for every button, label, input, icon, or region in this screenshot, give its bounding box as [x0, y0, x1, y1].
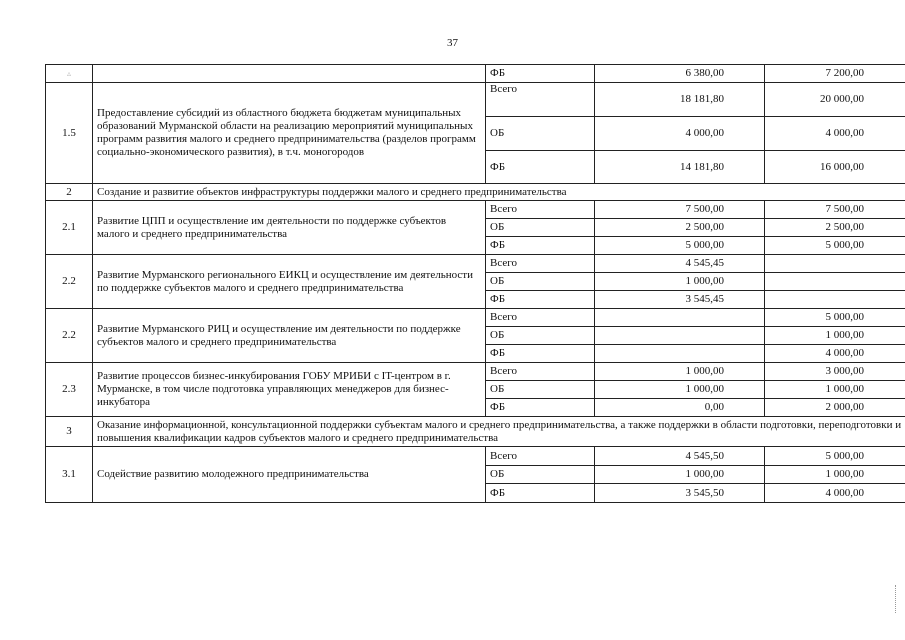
value-col-2 [765, 255, 905, 273]
row-number: 2.2 [46, 255, 93, 309]
scan-edge-mark [895, 585, 898, 613]
funding-source: ФБ [486, 291, 595, 309]
value-col-1: 1 000,00 [595, 363, 765, 381]
funding-source: ОБ [486, 219, 595, 237]
funding-source: ФБ [486, 65, 595, 83]
funding-source: Всего [486, 447, 595, 466]
funding-source: ОБ [486, 466, 595, 484]
funding-source: Всего [486, 83, 595, 117]
value-col-1 [595, 327, 765, 345]
funding-source: ФБ [486, 237, 595, 255]
value-col-1: 6 380,00 [595, 65, 765, 83]
value-col-1: 3 545,50 [595, 484, 765, 503]
value-col-1: 1 000,00 [595, 466, 765, 484]
table-row [46, 65, 905, 83]
row-number [46, 65, 93, 83]
scan-mark-icon: ▵ [66, 69, 71, 78]
value-col-2: 4 000,00 [765, 484, 905, 503]
value-col-1: 1 000,00 [595, 273, 765, 291]
value-col-1: 7 500,00 [595, 201, 765, 219]
value-col-2 [765, 273, 905, 291]
value-col-2: 16 000,00 [765, 151, 905, 184]
value-col-2: 2 500,00 [765, 219, 905, 237]
value-col-2: 5 000,00 [765, 447, 905, 466]
row-number: 2.1 [46, 201, 93, 255]
value-col-1: 0,00 [595, 399, 765, 417]
row-name: Развитие ЦПП и осуществление им деятельности по поддержке субъектов малого и среднего предпринимательства [93, 201, 486, 255]
table-row [46, 447, 905, 466]
value-col-2: 4 000,00 [765, 345, 905, 363]
value-col-1: 5 000,00 [595, 237, 765, 255]
funding-source: ФБ [486, 345, 595, 363]
value-col-1: 14 181,80 [595, 151, 765, 184]
row-number: 1.5 [46, 83, 93, 184]
value-col-2: 5 000,00 [765, 237, 905, 255]
funding-source: Всего [486, 255, 595, 273]
funding-source: ОБ [486, 273, 595, 291]
row-name: Развитие Мурманского регионального ЕИКЦ и осуществление им деятельности по поддержке субъектов малого и среднего предпринимательства [93, 255, 486, 309]
funding-source: Всего [486, 363, 595, 381]
value-col-1: 3 545,45 [595, 291, 765, 309]
value-col-1: 4 000,00 [595, 117, 765, 151]
section-row [46, 184, 905, 201]
value-col-1: 18 181,80 [595, 83, 765, 117]
row-name [93, 65, 486, 83]
value-col-1: 1 000,00 [595, 381, 765, 399]
funding-source: ОБ [486, 117, 595, 151]
funding-source: ФБ [486, 151, 595, 184]
value-col-2: 7 500,00 [765, 201, 905, 219]
table-row [46, 255, 905, 273]
funding-source: ФБ [486, 399, 595, 417]
row-name: Содействие развитию молодежного предпринимательства [93, 447, 486, 503]
value-col-2: 2 000,00 [765, 399, 905, 417]
row-number: 2.3 [46, 363, 93, 417]
funding-source: ОБ [486, 327, 595, 345]
row-number: 3.1 [46, 447, 93, 503]
value-col-1 [595, 345, 765, 363]
table-row [46, 83, 905, 117]
row-name: Развитие Мурманского РИЦ и осуществление им деятельности по поддержке субъектов малого и среднего предпринимательства [93, 309, 486, 363]
section-number: 2 [46, 184, 93, 201]
value-col-2: 7 200,00 [765, 65, 905, 83]
value-col-1: 4 545,45 [595, 255, 765, 273]
value-col-2: 1 000,00 [765, 466, 905, 484]
section-title: Оказание информационной, консультационной поддержки субъектам малого и среднего предпринимательства, а также поддержки в области подготовки, переподготовки и повышения квалификации кадров субъектов малого и среднего предпринимательства [93, 417, 905, 447]
section-number: 3 [46, 417, 93, 447]
funding-source: Всего [486, 309, 595, 327]
budget-table [45, 64, 905, 503]
page-number: 37 [447, 37, 458, 49]
section-title: Создание и развитие объектов инфраструктуры поддержки малого и среднего предпринимательства [93, 184, 905, 201]
table-row [46, 363, 905, 381]
section-row [46, 417, 905, 447]
value-col-1 [595, 309, 765, 327]
funding-source: ОБ [486, 381, 595, 399]
row-name: Развитие процессов бизнес-инкубирования ГОБУ МРИБИ с IT-центром в г. Мурманске, в том числе подготовка управляющих менеджеров для бизнес-инкубатора [93, 363, 486, 417]
funding-source: Всего [486, 201, 595, 219]
funding-source: ФБ [486, 484, 595, 503]
row-name: Предоставление субсидий из областного бюджета бюджетам муниципальных образований Мурманской области на реализацию мероприятий муниципальных программ развития малого и среднего предпринимательства (разделов программ социально-экономического развития), в т.ч. моногородов [93, 83, 486, 184]
value-col-2: 4 000,00 [765, 117, 905, 151]
value-col-2: 5 000,00 [765, 309, 905, 327]
value-col-2 [765, 291, 905, 309]
table-row [46, 309, 905, 327]
value-col-2: 1 000,00 [765, 381, 905, 399]
value-col-2: 1 000,00 [765, 327, 905, 345]
value-col-1: 2 500,00 [595, 219, 765, 237]
value-col-1: 4 545,50 [595, 447, 765, 466]
value-col-2: 3 000,00 [765, 363, 905, 381]
row-number: 2.2 [46, 309, 93, 363]
value-col-2: 20 000,00 [765, 83, 905, 117]
table-row [46, 201, 905, 219]
